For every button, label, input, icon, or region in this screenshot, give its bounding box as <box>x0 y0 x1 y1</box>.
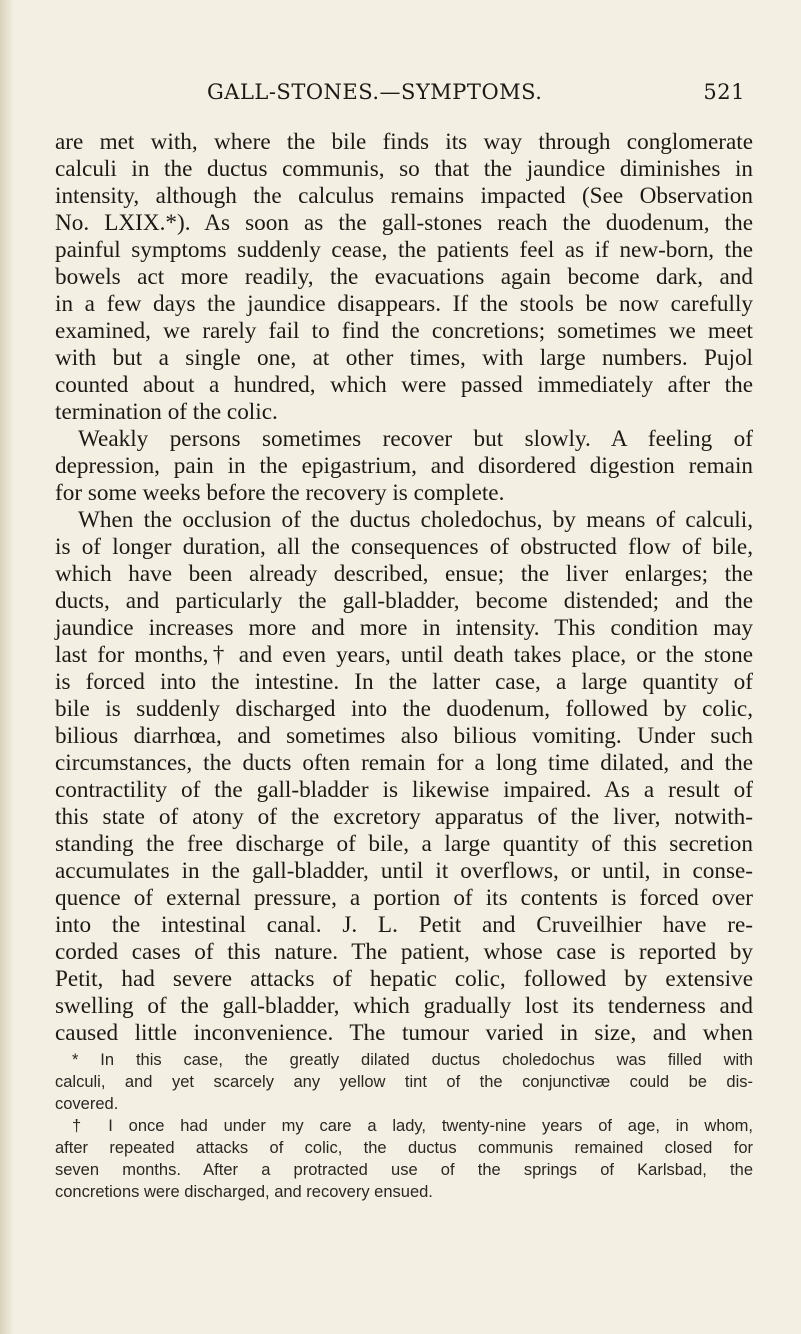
body-line: examined, we rarely fail to find the concretions; sometimes we meet <box>55 318 753 344</box>
body-line: last for months,† and even years, until death takes place, or the stone <box>55 642 753 668</box>
footnote-line: calculi, and yet scarcely any yellow tint of the conjunctivæ could be dis- <box>55 1073 753 1091</box>
body-line: quence of external pressure, a portion of its contents is forced over <box>55 885 753 911</box>
body-line: contractility of the gall-bladder is likewise impaired. As a result of <box>55 777 753 803</box>
footnote-line: covered. <box>55 1095 119 1113</box>
body-line: depression, pain in the epigastrium, and disordered digestion remain <box>55 453 753 479</box>
body-line: is forced into the intestine. In the latter case, a large quantity of <box>55 669 753 695</box>
body-line: When the occlusion of the ductus choledochus, by means of calculi, <box>78 507 753 533</box>
body-line: jaundice increases more and more in intensity. This condition may <box>55 615 753 641</box>
body-line: bilious diarrhœa, and sometimes also bilious vomiting. Under such <box>55 723 753 749</box>
body-line: into the intestinal canal. J. L. Petit and Cruveilhier have re- <box>55 912 753 938</box>
body-line: standing the free discharge of bile, a large quantity of this secretion <box>55 831 753 857</box>
body-line: painful symptoms suddenly cease, the patients feel as if new-born, the <box>55 237 753 263</box>
body-line: which have been already described, ensue; the liver enlarges; the <box>55 561 753 587</box>
body-line: in a few days the jaundice disappears. If the stools be now carefully <box>55 291 753 317</box>
running-title: GALL-STONES.—SYMPTOMS. <box>207 80 543 104</box>
body-line: with but a single one, at other times, with large numbers. Pujol <box>55 345 753 371</box>
footnote-line: * In this case, the greatly dilated ductus choledochus was filled with <box>72 1051 753 1069</box>
running-header <box>207 80 745 110</box>
body-line: caused little inconvenience. The tumour varied in size, and when <box>55 1020 753 1046</box>
footnote-line: after repeated attacks of colic, the ductus communis remained closed for <box>55 1139 753 1157</box>
body-line: this state of atony of the excretory apparatus of the liver, notwith- <box>55 804 753 830</box>
body-line: corded cases of this nature. The patient, whose case is reported by <box>55 939 753 965</box>
footnote-line: † I once had under my care a lady, twenty-nine years of age, in whom, <box>72 1117 753 1135</box>
page-number: 521 <box>703 80 745 104</box>
body-line: calculi in the ductus communis, so that the jaundice diminishes in <box>55 156 753 182</box>
body-line: No. LXIX.*). As soon as the gall-stones reach the duodenum, the <box>55 210 753 236</box>
body-line: circumstances, the ducts often remain for a long time dilated, and the <box>55 750 753 776</box>
body-line: intensity, although the calculus remains impacted (See Observation <box>55 183 753 209</box>
footnote-line: seven months. After a protracted use of the springs of Karlsbad, the <box>55 1161 753 1179</box>
body-line: swelling of the gall-bladder, which gradually lost its tenderness and <box>55 993 753 1019</box>
body-line: bile is suddenly discharged into the duodenum, followed by colic, <box>55 696 753 722</box>
body-line: are met with, where the bile finds its way through conglomerate <box>55 129 753 155</box>
body-line: counted about a hundred, which were passed immediately after the <box>55 372 753 398</box>
body-line: accumulates in the gall-bladder, until it overflows, or until, in conse- <box>55 858 753 884</box>
body-line: bowels act more readily, the evacuations again become dark, and <box>55 264 753 290</box>
body-line: is of longer duration, all the consequences of obstructed flow of bile, <box>55 534 753 560</box>
body-line: for some weeks before the recovery is complete. <box>55 480 505 506</box>
body-line: termination of the colic. <box>55 399 278 425</box>
body-line: ducts, and particularly the gall-bladder, become distended; and the <box>55 588 753 614</box>
body-line: Petit, had severe attacks of hepatic colic, followed by extensive <box>55 966 753 992</box>
body-line: Weakly persons sometimes recover but slowly. A feeling of <box>78 426 753 452</box>
footnote-line: concretions were discharged, and recovery ensued. <box>55 1183 433 1201</box>
page-binding-shadow <box>0 0 14 1334</box>
